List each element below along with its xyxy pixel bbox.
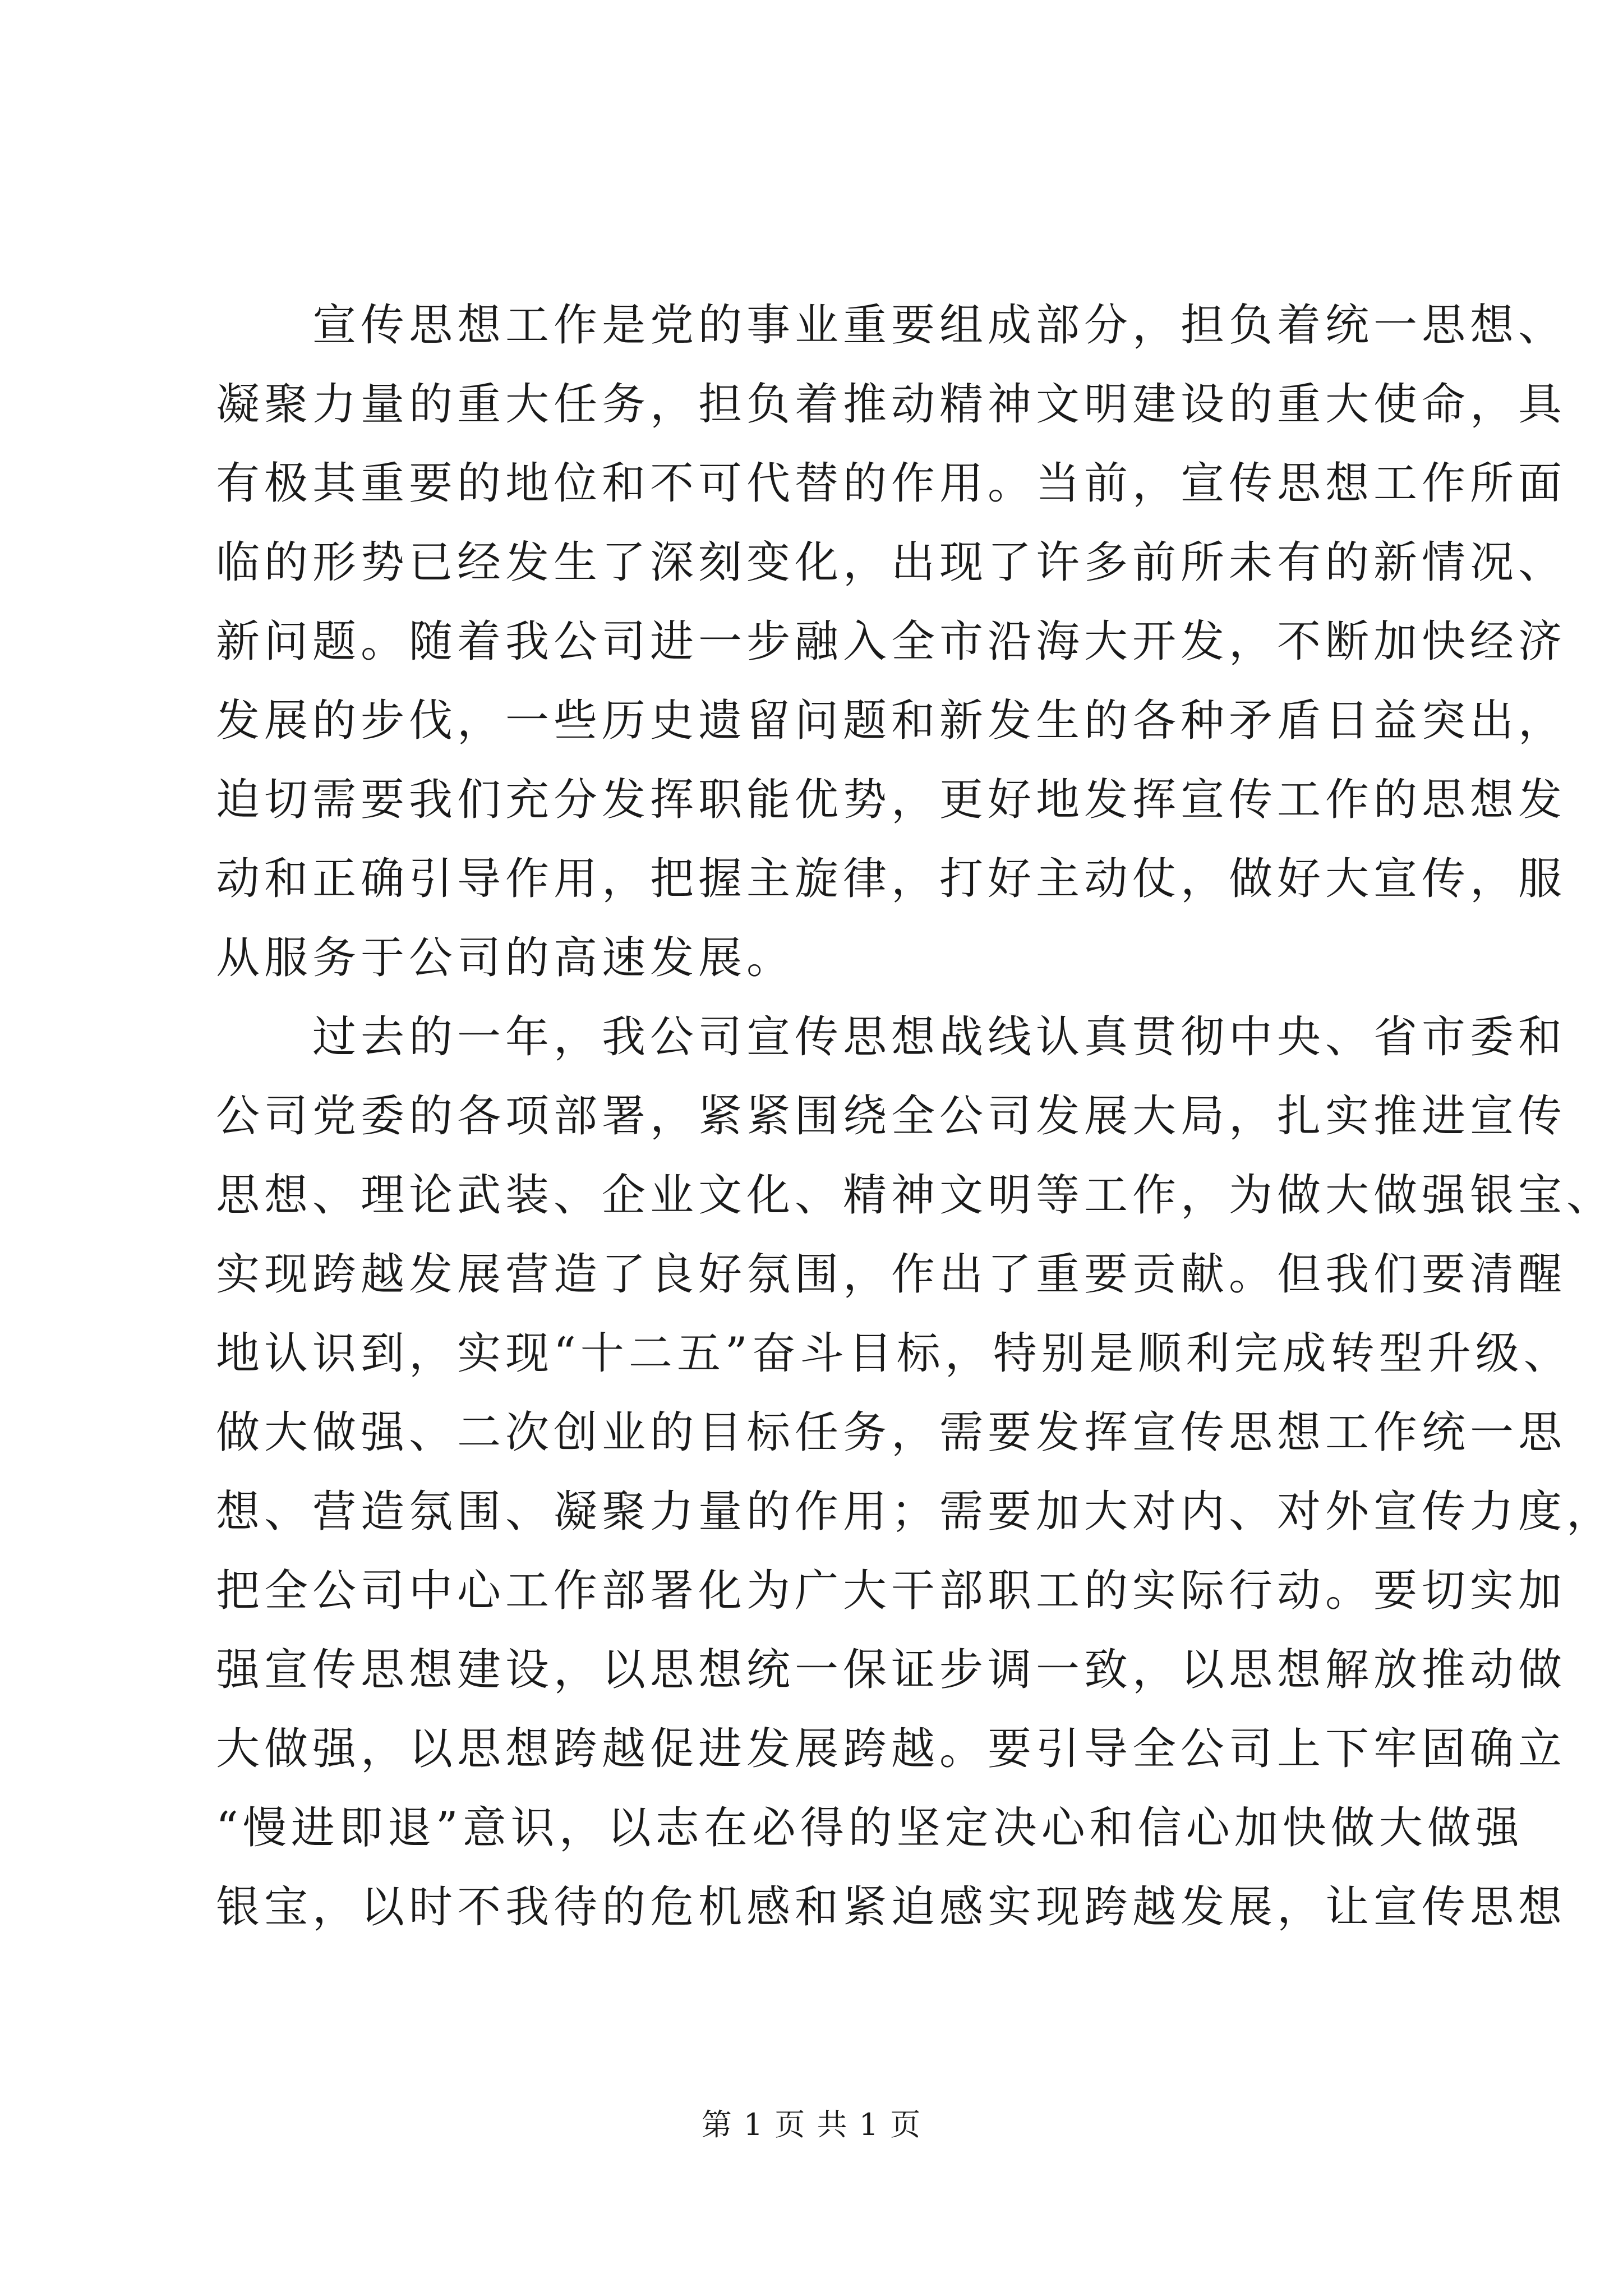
text-line: 大做强，以思想跨越促进发展跨越。要引导全公司上下牢固确立	[216, 1724, 1567, 1774]
text-line: 强宣传思想建设，以思想统一保证步调一致，以思想解放推动做	[216, 1645, 1567, 1695]
text-line: 从服务于公司的高速发展。	[216, 933, 795, 983]
text-line: 公司党委的各项部署，紧紧围绕全公司发展大局，扎实推进宣传	[216, 1091, 1567, 1142]
text-line: 迫切需要我们充分发挥职能优势，更好地发挥宣传工作的思想发	[216, 775, 1567, 825]
text-line: 做大做强、二次创业的目标任务，需要发挥宣传思想工作统一思	[216, 1407, 1567, 1458]
text-line: 想、营造氛围、凝聚力量的作用；需要加大对内、对外宣传力度，	[216, 1487, 1615, 1537]
text-line: 临的形势已经发生了深刻变化，出现了许多前所未有的新情况、	[216, 537, 1567, 588]
text-line: 新问题。随着我公司进一步融入全市沿海大开发，不断加快经济	[216, 616, 1567, 667]
text-line: 动和正确引导作用，把握主旋律，打好主动仗，做好大宣传，服	[216, 854, 1567, 904]
text-line: 把全公司中心工作部署化为广大干部职工的实际行动。要切实加	[216, 1566, 1567, 1616]
paragraph-2	[216, 998, 1615, 1947]
document-body	[216, 286, 1615, 1947]
text-line: 地认识到，实现“十二五”奋斗目标，特别是顺利完成转型升级、	[216, 1328, 1572, 1379]
text-line: 宣传思想工作是党的事业重要组成部分，担负着统一思想、	[216, 300, 1567, 351]
page-footer: 第 1 页 共 1 页	[701, 2107, 922, 2142]
text-line: 实现跨越发展营造了良好氛围，作出了重要贡献。但我们要清醒	[216, 1249, 1567, 1300]
text-line: 思想、理论武装、企业文化、精神文明等工作，为做大做强银宝、	[216, 1170, 1615, 1221]
text-line: 凝聚力量的重大任务，担负着推动精神文明建设的重大使命，具	[216, 379, 1567, 430]
text-line: 发展的步伐，一些历史遗留问题和新发生的各种矛盾日益突出，	[216, 696, 1567, 746]
text-line: “慢进即退”意识，以志在必得的坚定决心和信心加快做大做强	[216, 1803, 1524, 1853]
text-line: 有极其重要的地位和不可代替的作用。当前，宣传思想工作所面	[216, 458, 1567, 509]
text-line: 过去的一年，我公司宣传思想战线认真贯彻中央、省市委和	[216, 1012, 1567, 1062]
paragraph-1	[216, 286, 1567, 998]
text-line: 银宝，以时不我待的危机感和紧迫感实现跨越发展，让宣传思想	[216, 1882, 1567, 1932]
